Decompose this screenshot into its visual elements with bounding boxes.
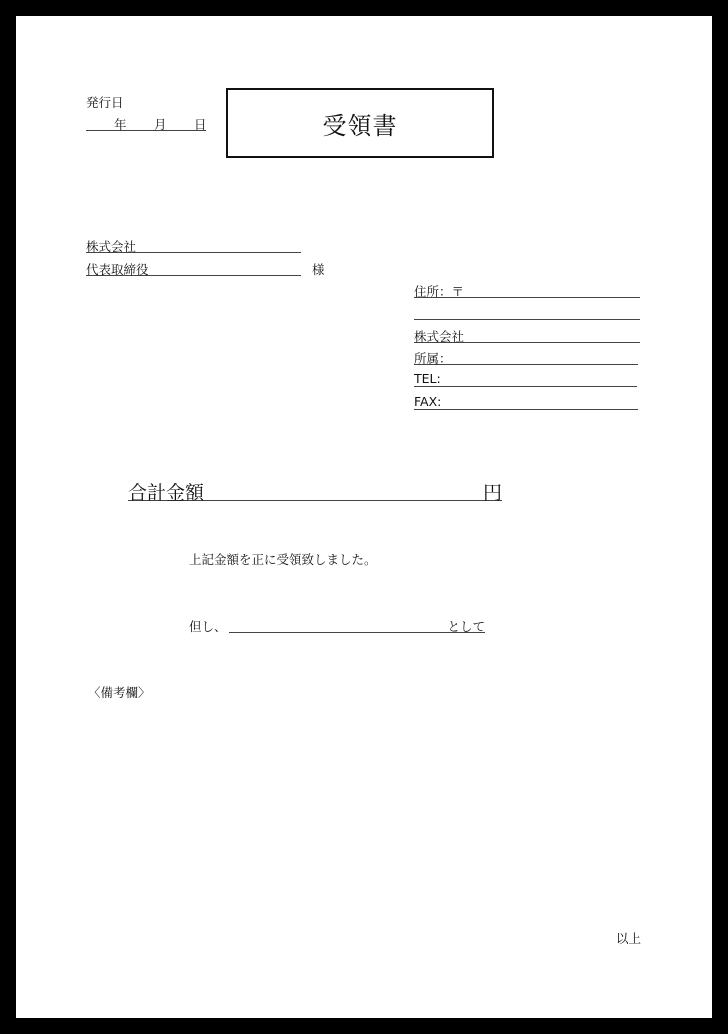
honorific: 様 — [312, 262, 325, 277]
proviso-line — [229, 617, 485, 633]
issuer-fax-line — [414, 394, 638, 410]
issuer-address-line-2 — [414, 304, 640, 320]
issuer-dept-label: 所属： — [414, 351, 452, 366]
remarks-label: 〈備考欄〉 — [88, 685, 151, 700]
total-amount-line — [128, 478, 502, 504]
recipient-company-line — [86, 237, 301, 253]
issuer-dept-line — [414, 349, 638, 365]
issuer-tel-line — [414, 371, 637, 387]
day-label: 日 — [194, 117, 207, 132]
closing-text: 以上 — [616, 931, 642, 946]
issuer-company-line — [414, 327, 640, 343]
recipient-rep-prefix: 代表取締役 — [86, 262, 149, 277]
receipt-page — [16, 16, 712, 1018]
proviso-prefix: 但し、 — [189, 619, 227, 634]
total-amount-label: 合計金額 — [128, 482, 205, 504]
issuer-company-prefix: 株式会社 — [414, 329, 465, 344]
year-label: 年 — [114, 117, 127, 132]
issue-date-line — [86, 116, 206, 131]
issuer-fax-label: FAX: — [414, 394, 442, 409]
document-title: 受領書 — [226, 88, 494, 158]
recipient-rep-line — [86, 260, 301, 276]
issue-date-label: 発行日 — [86, 95, 124, 110]
total-amount-unit: 円 — [482, 482, 502, 504]
proviso-suffix: として — [447, 619, 485, 634]
receipt-statement: 上記金額を正に受領致しました。 — [189, 552, 377, 567]
issuer-address-label: 住所：〒 — [414, 284, 465, 299]
month-label: 月 — [154, 117, 167, 132]
issuer-tel-label: TEL: — [414, 371, 441, 386]
issuer-address-line — [414, 282, 640, 298]
recipient-company-prefix: 株式会社 — [86, 239, 137, 254]
